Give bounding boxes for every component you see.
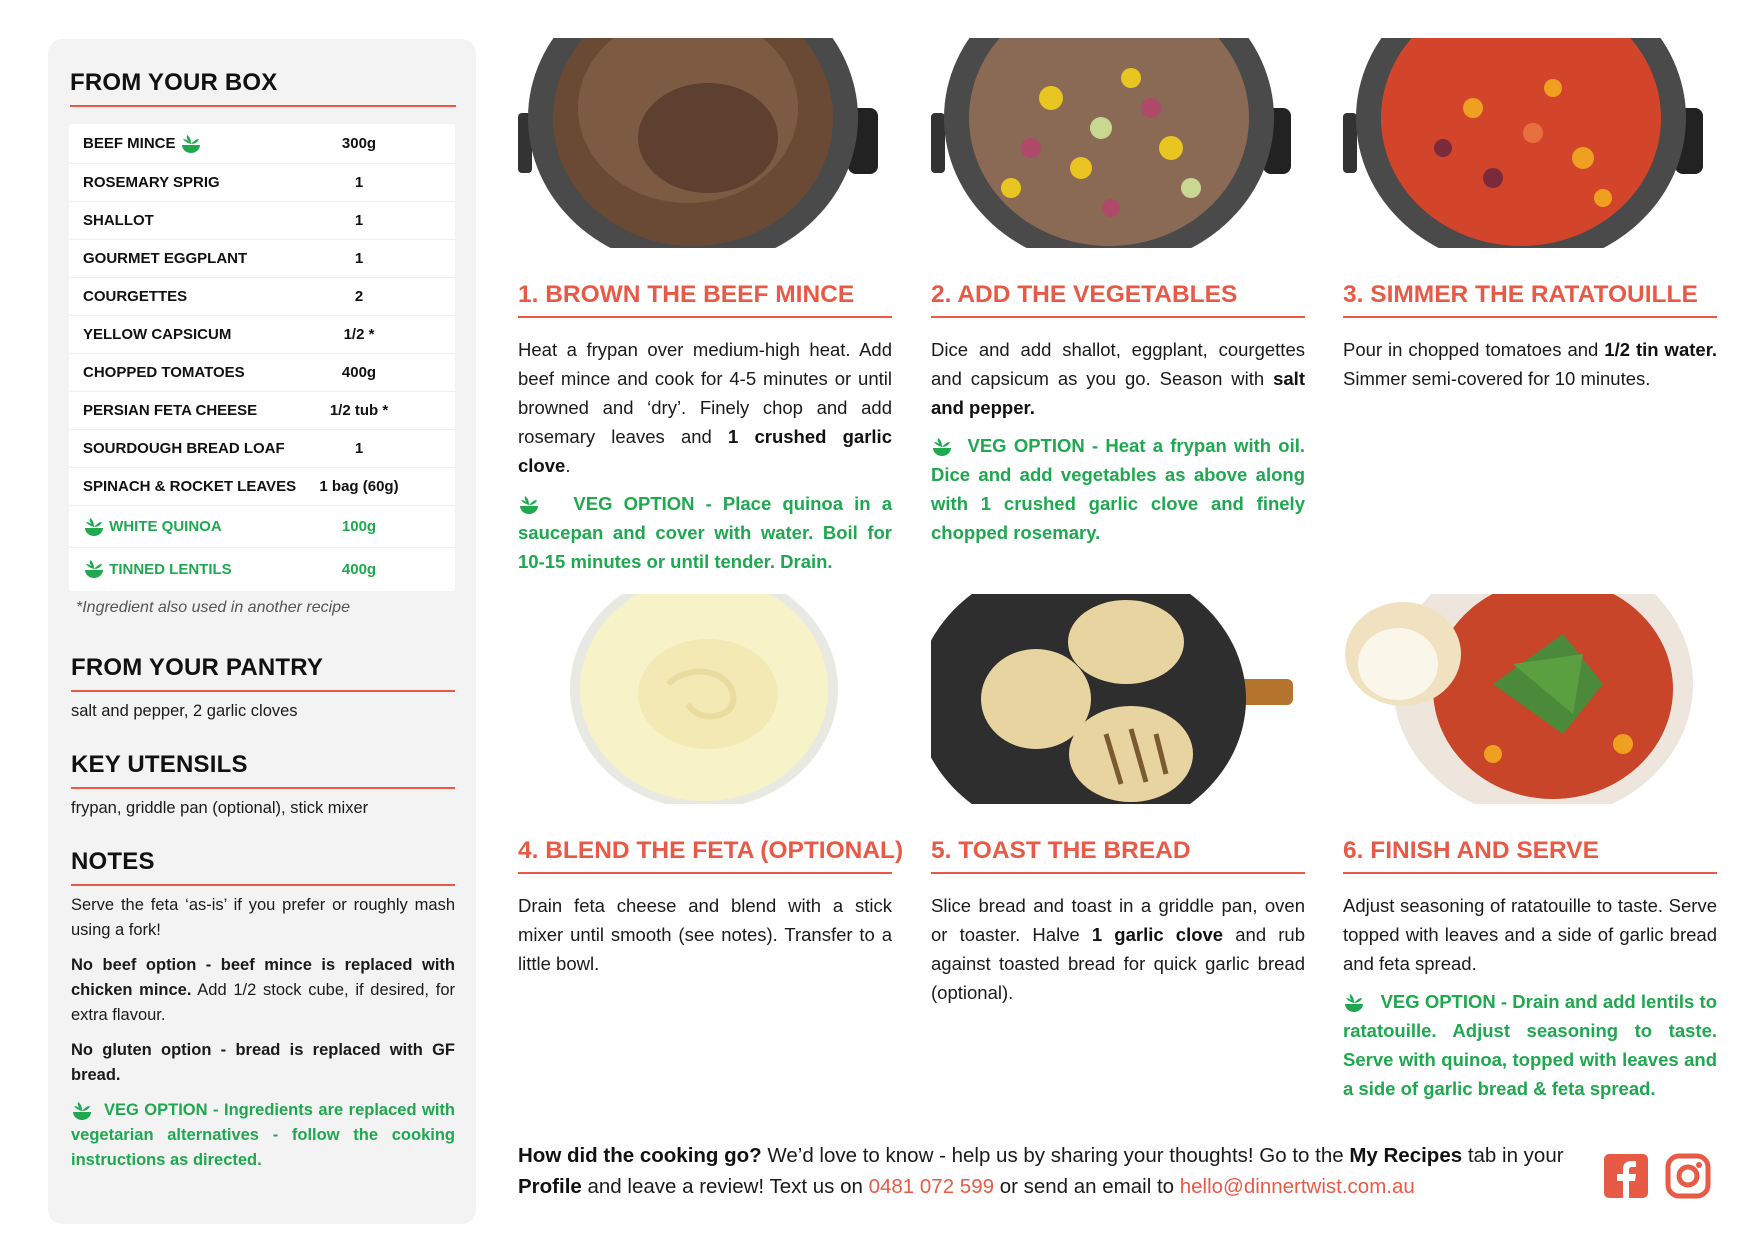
leaf-bowl-icon bbox=[180, 134, 202, 154]
ingredient-name: BEEF MINCE bbox=[83, 134, 202, 154]
ingredient-name: PERSIAN FETA CHEESE bbox=[83, 402, 258, 419]
leaf-bowl-icon bbox=[1343, 993, 1365, 1013]
phone-link[interactable]: 0481 072 599 bbox=[868, 1175, 994, 1198]
step-6-veg: VEG OPTION - Drain and add lentils to ratatouille. Adjust seasoning to taste. Serve with quinoa, topped with leaves and a side of garlic bread & feta spread. bbox=[1343, 991, 1717, 1099]
table-row: PERSIAN FETA CHEESE 1/2 tub * bbox=[69, 392, 455, 430]
photo-serve bbox=[1343, 594, 1705, 804]
table-row-veg: TINNED LENTILS 400g bbox=[69, 548, 455, 590]
step-5-title: 5. TOAST THE BREAD bbox=[931, 836, 1305, 874]
ingredient-name: COURGETTES bbox=[83, 288, 188, 305]
ingredient-name: SHALLOT bbox=[83, 212, 154, 229]
step-3-text: Pour in chopped tomatoes and 1/2 tin water. Simmer semi-covered for 10 minutes. bbox=[1343, 339, 1718, 389]
table-row: GOURMET EGGPLANT 1 bbox=[69, 240, 455, 278]
note-veg: VEG OPTION - Ingredients are replaced with vegetarian alternatives - follow the cooking instructions as directed. bbox=[71, 1101, 455, 1169]
photo-feta bbox=[518, 594, 880, 804]
table-row: YELLOW CAPSICUM 1/2 * bbox=[69, 316, 455, 354]
ingredient-name: WHITE QUINOA bbox=[83, 517, 222, 537]
footnote: *Ingredient also used in another recipe bbox=[76, 599, 350, 616]
ingredient-name: YELLOW CAPSICUM bbox=[83, 326, 232, 343]
table-row: COURGETTES 2 bbox=[69, 278, 455, 316]
ingredients-table bbox=[69, 124, 455, 591]
note-no-gluten: No gluten option - bread is replaced with GF bread. bbox=[71, 1041, 455, 1084]
pantry-text: salt and pepper, 2 garlic cloves bbox=[71, 702, 298, 720]
photo-beef-mince bbox=[518, 38, 880, 248]
step-1-veg: VEG OPTION - Place quinoa in a saucepan and cover with water. Boil for 10-15 minutes or until tender. Drain. bbox=[518, 493, 893, 572]
note-feta: Serve the feta ‘as-is’ if you prefer or roughly mash using a fork! bbox=[71, 896, 455, 939]
step-1-text: Heat a frypan over medium-high heat. Add beef mince and cook for 4-5 minutes or until browned and ‘dry’. Finely chop and add rosemary leaves and 1 crushed garlic clove. VEG OPTION - Place quinoa in a saucepan and cover with water. Boil for 10-15 minutes or until tender. Drain. bbox=[518, 335, 892, 576]
step-1-title: 1. BROWN THE BEEF MINCE bbox=[518, 280, 892, 318]
facebook-icon[interactable] bbox=[1602, 1152, 1650, 1200]
photo-toast bbox=[931, 594, 1293, 804]
leaf-bowl-icon bbox=[518, 495, 540, 515]
feedback-footer: How did the cooking go? We’d love to know - help us by sharing your thoughts! Go to the My Recipes tab in your Profile and leave a review! Text us on 0481 072 599 or send an email to hello@dinnertwist.com.au bbox=[518, 1144, 1564, 1198]
table-row: SHALLOT 1 bbox=[69, 202, 455, 240]
table-row: SOURDOUGH BREAD LOAF 1 bbox=[69, 430, 455, 468]
notes-heading: NOTES bbox=[71, 848, 455, 886]
ingredient-name: SPINACH & ROCKET LEAVES bbox=[83, 478, 297, 495]
utensils-text: frypan, griddle pan (optional), stick mixer bbox=[71, 799, 369, 817]
table-row: ROSEMARY SPRIG 1 bbox=[69, 164, 455, 202]
step-4-text: Drain feta cheese and blend with a stick mixer until smooth (see notes). Transfer to a little bowl. bbox=[518, 895, 892, 974]
from-your-box-heading: FROM YOUR BOX bbox=[70, 69, 456, 107]
table-row: BEEF MINCE 300g bbox=[69, 124, 455, 164]
step-6-title: 6. FINISH AND SERVE bbox=[1343, 836, 1717, 874]
ingredient-name: SOURDOUGH BREAD LOAF bbox=[83, 440, 285, 457]
email-link[interactable]: hello@dinnertwist.com.au bbox=[1179, 1175, 1415, 1198]
ingredient-name: ROSEMARY SPRIG bbox=[83, 174, 220, 191]
ingredient-name: CHOPPED TOMATOES bbox=[83, 364, 245, 381]
photo-ratatouille bbox=[1343, 38, 1705, 248]
leaf-bowl-icon bbox=[931, 437, 953, 457]
ingredient-name: TINNED LENTILS bbox=[83, 559, 232, 579]
note-no-beef: No beef option - beef mince is replaced with chicken mince. Add 1/2 stock cube, if desired, for extra flavour. bbox=[71, 956, 455, 1024]
table-row: CHOPPED TOMATOES 400g bbox=[69, 354, 455, 392]
key-utensils-heading: KEY UTENSILS bbox=[71, 751, 455, 789]
leaf-bowl-icon bbox=[71, 1101, 93, 1121]
table-row: SPINACH & ROCKET LEAVES 1 bag (60g) bbox=[69, 468, 455, 506]
instagram-icon[interactable] bbox=[1664, 1152, 1712, 1200]
step-4-title: 4. BLEND THE FETA (OPTIONAL) bbox=[518, 836, 892, 874]
step-5-text: Slice bread and toast in a griddle pan, oven or toaster. Halve 1 garlic clove and rub against toasted bread for quick garlic bread (optional). bbox=[931, 895, 1306, 1003]
step-3-title: 3. SIMMER THE RATATOUILLE bbox=[1343, 280, 1717, 318]
from-your-pantry-heading: FROM YOUR PANTRY bbox=[71, 654, 455, 692]
step-2-text: Dice and add shallot, eggplant, courgettes and capsicum as you go. Season with salt and pepper. VEG OPTION - Heat a frypan with oil. Dice and add vegetables as above along with 1 crushed garlic clove and finely chopped rosemary. bbox=[931, 335, 1305, 547]
step-2-veg: VEG OPTION - Heat a frypan with oil. Dice and add vegetables as above along with 1 crushed garlic clove and finely chopped rosemary. bbox=[931, 435, 1306, 543]
step-2-title: 2. ADD THE VEGETABLES bbox=[931, 280, 1305, 318]
step-6-text: Adjust seasoning of ratatouille to taste. Serve topped with leaves and a side of garlic bread and feta spread. VEG OPTION - Drain and add lentils to ratatouille. Adjust seasoning to taste. Serve with quinoa, topped with leaves and a side of garlic bread & feta spread. bbox=[1343, 891, 1717, 1103]
notes-body bbox=[71, 893, 455, 1173]
leaf-bowl-icon bbox=[83, 517, 105, 537]
ingredients-panel bbox=[48, 39, 476, 1224]
photo-vegetables bbox=[931, 38, 1293, 248]
leaf-bowl-icon bbox=[83, 559, 105, 579]
ingredient-name: GOURMET EGGPLANT bbox=[83, 250, 248, 267]
table-row-veg: WHITE QUINOA 100g bbox=[69, 506, 455, 548]
